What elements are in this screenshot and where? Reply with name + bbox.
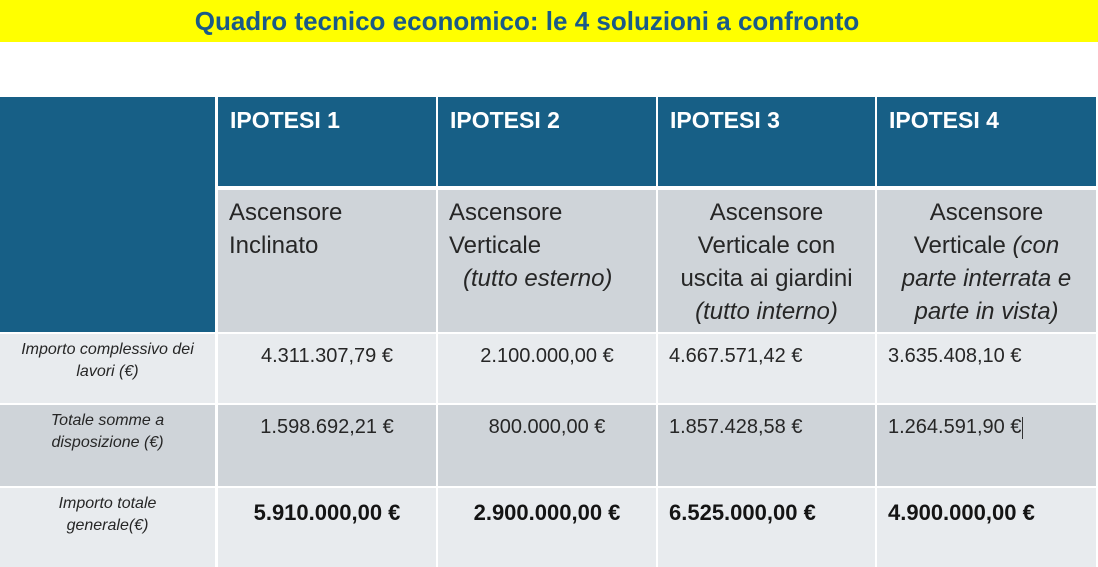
row-label-somme — [0, 405, 215, 486]
row-label-line: Importo complessivo dei — [21, 341, 194, 358]
lavori-ipotesi-1: 4.311.307,79 € — [218, 334, 436, 403]
totale-ipotesi-4: 4.900.000,00 € — [877, 488, 1096, 567]
description-ipotesi-1 — [218, 190, 436, 332]
row-label-line: disposizione (€) — [51, 434, 164, 451]
desc-line: Verticale — [913, 232, 1013, 259]
somme-ipotesi-4 — [877, 405, 1096, 486]
header-ipotesi-4: IPOTESI 4 — [877, 97, 1096, 186]
page-title: Quadro tecnico economico: le 4 soluzioni a confronto — [194, 6, 860, 36]
somme-ipotesi-1: 1.598.692,21 € — [218, 405, 436, 486]
somme-ipotesi-3: 1.857.428,58 € — [658, 405, 875, 486]
row-label-lavori — [0, 334, 215, 403]
row-label-totale — [0, 488, 215, 567]
somme-ipotesi-2: 800.000,00 € — [438, 405, 656, 486]
description-ipotesi-3 — [658, 190, 875, 332]
desc-line: Inclinato — [229, 232, 319, 259]
desc-line: Ascensore — [709, 199, 824, 226]
header-ipotesi-3: IPOTESI 3 — [658, 97, 875, 186]
desc-line: Ascensore — [229, 199, 343, 226]
desc-note: parte interrata e — [901, 265, 1072, 292]
header-ipotesi-1: IPOTESI 1 — [218, 97, 436, 186]
totale-ipotesi-3: 6.525.000,00 € — [658, 488, 875, 567]
desc-note: parte in vista) — [914, 298, 1059, 325]
row-label-line: Totale somme a — [50, 412, 165, 429]
lavori-ipotesi-2: 2.100.000,00 € — [438, 334, 656, 403]
text-cursor — [1022, 417, 1023, 439]
desc-line: Ascensore — [929, 199, 1044, 226]
somme-value: 1.264.591,90 € — [888, 416, 1022, 438]
desc-line: Verticale con — [697, 232, 836, 259]
desc-note: (tutto interno) — [695, 298, 838, 325]
header-ipotesi-2: IPOTESI 2 — [438, 97, 656, 186]
totale-ipotesi-1: 5.910.000,00 € — [218, 488, 436, 567]
row-label-line: Importo totale — [58, 495, 157, 512]
lavori-ipotesi-4: 3.635.408,10 € — [877, 334, 1096, 403]
row-label-line: lavori (€) — [76, 363, 139, 380]
title-band — [0, 0, 1098, 42]
row-label-line: generale(€) — [66, 517, 149, 534]
description-ipotesi-2 — [438, 190, 656, 332]
corner-cell — [0, 97, 215, 332]
lavori-ipotesi-3: 4.667.571,42 € — [658, 334, 875, 403]
desc-line: Ascensore — [449, 199, 563, 226]
desc-note: (tutto esterno) — [463, 265, 613, 292]
totale-ipotesi-2: 2.900.000,00 € — [438, 488, 656, 567]
desc-line: Verticale — [449, 232, 542, 259]
desc-note: (con — [1012, 232, 1060, 259]
description-ipotesi-4 — [877, 190, 1096, 332]
desc-line: uscita ai giardini — [680, 265, 853, 292]
